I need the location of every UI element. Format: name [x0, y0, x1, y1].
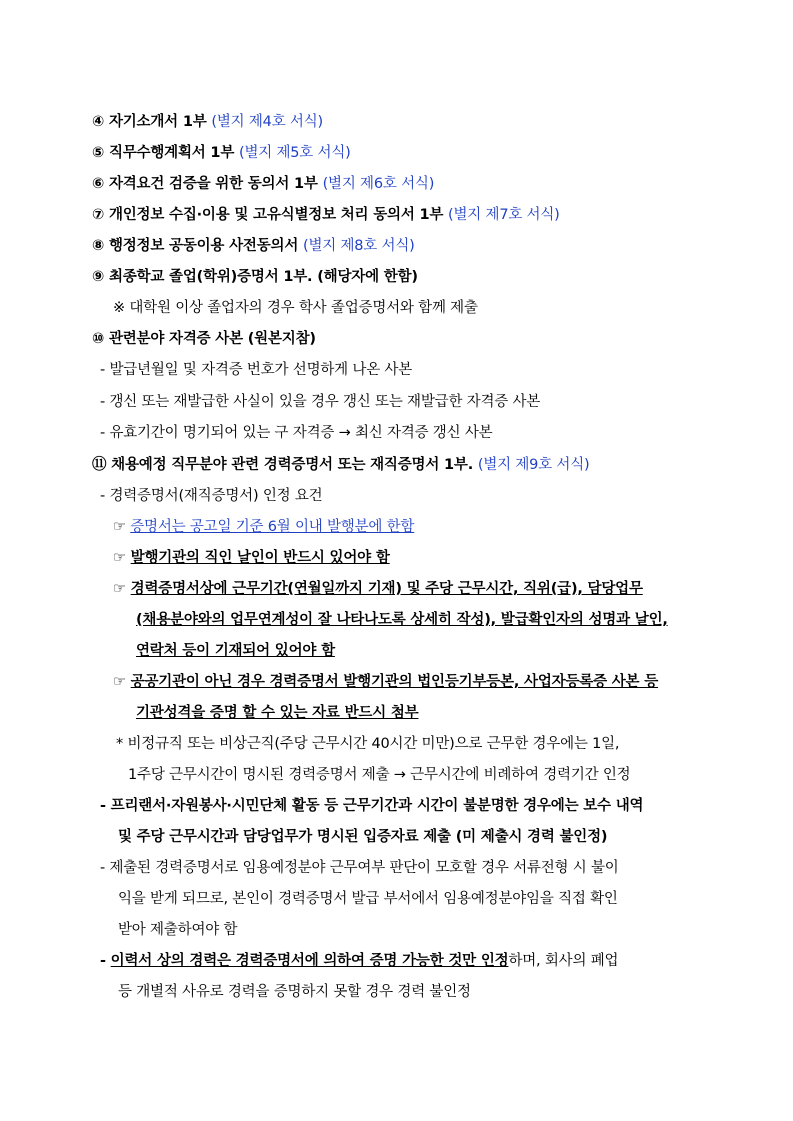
item-8-text: 행정정보 공동이용 사전동의서	[108, 238, 299, 254]
final-emphasis: 이력서 상의 경력은 경력증명서에 의하여 증명 가능한 것만 인정	[110, 953, 509, 969]
freelancer-line: - 프리랜서·자원봉사·시민단체 활동 등 근무기간과 시간이 불분명한 경우에는 보수 내역	[100, 798, 644, 814]
ambiguous-line: 익을 받게 되므로, 본인이 경력증명서 발급 부서에서 임용예정분야임을 직접 확인	[118, 891, 618, 907]
item-11	[92, 455, 590, 475]
ambiguous-line: - 제출된 경력증명서로 임용예정분야 근무여부 판단이 모호할 경우 서류전형 시 불이	[100, 860, 619, 876]
pointer-hand-icon: ☞	[113, 550, 126, 566]
pointer-4-line: 공공기관이 아닌 경우 경력증명서 발행기관의 법인등기부등본, 사업자등록증 사본 등	[130, 674, 659, 690]
item-8-form-note: (별지 제8호 서식)	[302, 238, 415, 254]
item-9-text: 최종학교 졸업(학위)증명서 1부. (해당자에 한함)	[108, 269, 418, 285]
star-note-line: * 비정규직 또는 비상근직(주당 근무시간 40시간 미만)으로 근무한 경우에는 1일,	[116, 736, 620, 752]
pointer-hand-icon: ☞	[113, 581, 126, 597]
item-8	[92, 236, 415, 256]
pointer-4-line: 기관성격을 증명 할 수 있는 자료 반드시 첨부	[136, 705, 419, 721]
pointer-3-line: 연락처 등이 기재되어 있어야 함	[136, 643, 335, 659]
item-7	[92, 205, 560, 225]
freelancer-line: 및 주당 근무시간과 담당업무가 명시된 입증자료 제출 (미 제출시 경력 불인정)	[118, 829, 608, 845]
item-10-bullet: - 갱신 또는 재발급한 사실이 있을 경우 갱신 또는 재발급한 자격증 사본	[100, 394, 541, 410]
pointer-2-text: 발행기관의 직인 날인이 반드시 있어야 함	[130, 550, 390, 566]
item-4-num: ④	[92, 114, 105, 130]
pointer-3-line: 경력증명서상에 근무기간(연월일까지 기재) 및 주당 근무시간, 직위(급), 담당업무	[130, 581, 643, 597]
pointer-4	[113, 672, 658, 692]
final-rest: 하며, 회사의 폐업	[508, 953, 619, 969]
item-9	[92, 267, 418, 287]
item-5	[92, 143, 351, 163]
item-11-requirement-title: - 경력증명서(재직증명서) 인정 요건	[100, 488, 323, 504]
item-6	[92, 174, 434, 194]
item-10	[92, 329, 316, 349]
item-4	[92, 112, 323, 132]
pointer-1-text: 증명서는 공고일 기준 6월 이내 발행분에 한함	[130, 519, 415, 535]
final-dash: -	[100, 953, 111, 969]
item-9-note: ※ 대학원 이상 졸업자의 경우 학사 졸업증명서와 함께 제출	[113, 300, 478, 316]
item-7-num: ⑦	[92, 207, 105, 223]
item-10-bullet: - 발급년월일 및 자격증 번호가 선명하게 나온 사본	[100, 362, 413, 378]
item-7-text: 개인정보 수집·이용 및 고유식별정보 처리 동의서 1부	[108, 207, 444, 223]
item-4-form-note: (별지 제4호 서식)	[211, 114, 323, 130]
final-line-1	[100, 951, 618, 971]
item-4-text: 자기소개서 1부	[108, 114, 207, 130]
final-line-2: 등 개별적 사유로 경력을 증명하지 못할 경우 경력 불인정	[118, 984, 471, 1000]
pointer-3	[113, 579, 643, 599]
item-11-num: ⑪	[92, 457, 107, 473]
item-9-num: ⑨	[92, 269, 105, 285]
pointer-1	[113, 517, 414, 537]
item-6-form-note: (별지 제6호 서식)	[322, 176, 435, 192]
item-6-text: 자격요건 검증을 위한 동의서 1부	[108, 176, 318, 192]
item-10-num: ⑩	[92, 331, 105, 347]
item-5-form-note: (별지 제5호 서식)	[239, 145, 351, 161]
item-8-num: ⑧	[92, 238, 105, 254]
item-7-form-note: (별지 제7호 서식)	[448, 207, 560, 223]
pointer-3-line: (채용분야와의 업무연계성이 잘 나타나도록 상세히 작성), 발급확인자의 성명과 날인,	[136, 612, 668, 628]
item-10-bullet: - 유효기간이 명기되어 있는 구 자격증 → 최신 자격증 갱신 사본	[100, 425, 493, 441]
pointer-2	[113, 548, 390, 568]
pointer-hand-icon: ☞	[113, 674, 126, 690]
item-5-text: 직무수행계획서 1부	[108, 145, 235, 161]
item-5-num: ⑤	[92, 145, 105, 161]
item-11-form-note: (별지 제9호 서식)	[477, 457, 590, 473]
pointer-hand-icon: ☞	[113, 519, 126, 535]
star-note-line: 1주당 근무시간이 명시된 경력증명서 제출 → 근무시간에 비례하여 경력기간 인정	[128, 767, 631, 783]
item-6-num: ⑥	[92, 176, 105, 192]
item-10-text: 관련분야 자격증 사본 (원본지참)	[108, 331, 316, 347]
item-11-text: 채용예정 직무분야 관련 경력증명서 또는 재직증명서 1부.	[111, 457, 474, 473]
ambiguous-line: 받아 제출하여야 함	[118, 922, 238, 938]
